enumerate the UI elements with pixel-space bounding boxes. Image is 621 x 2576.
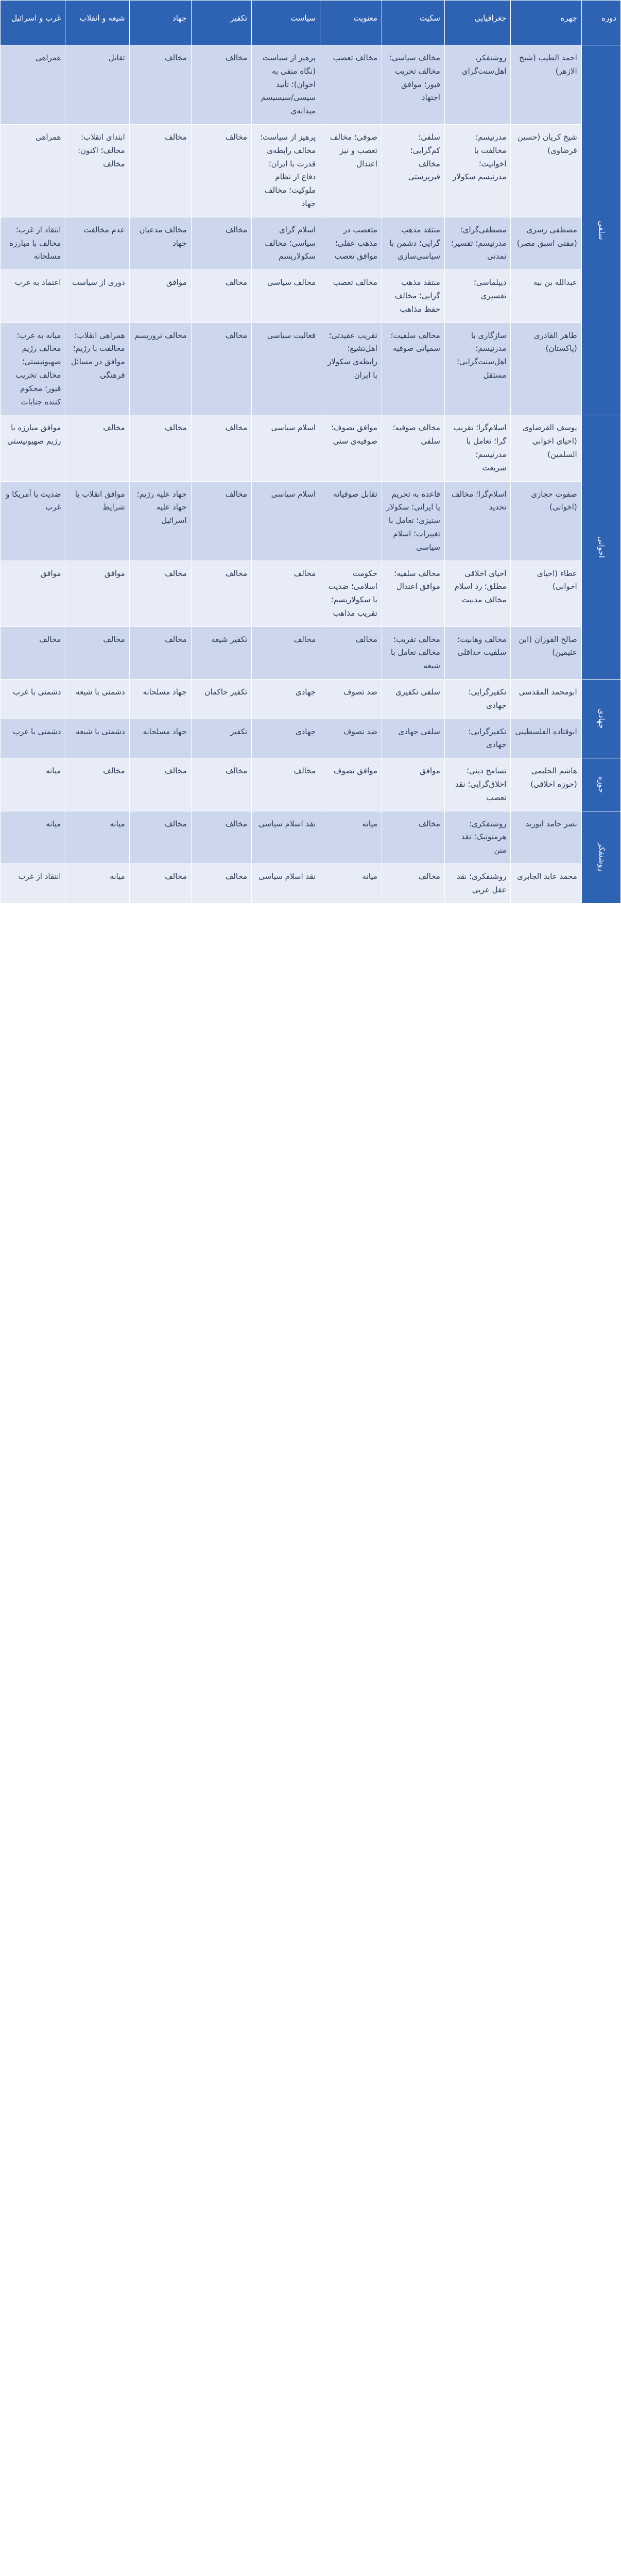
- table-cell: ضدیت با آمریکا و غرب: [1, 481, 65, 561]
- table-cell: منتقد مذهب گرایی؛ دشمن با سیاسی‌سازی: [382, 217, 444, 269]
- table-cell: مخالف تروریسم: [129, 323, 191, 415]
- table-cell: پرهیز از سیاست (نگاه منفی به اخوان)؛ تأیید سیسی/سیسیسم میدانه‌ی: [252, 45, 320, 125]
- table-cell: یوسف القرضاوی (احیای اخوانی السلمین): [511, 415, 581, 481]
- table-cell: مخالف: [382, 864, 444, 904]
- table-cell: مخالف: [129, 626, 191, 679]
- table-row: [1, 758, 621, 811]
- table-cell: میانه: [65, 811, 129, 863]
- period-label: حوزه: [597, 776, 607, 793]
- table-cell: فعالیت سیاسی: [252, 323, 320, 415]
- table-cell: ابوقتاده الفلسطینی: [511, 719, 581, 758]
- table-row: [1, 719, 621, 758]
- column-header: چهره: [511, 1, 581, 45]
- table-cell: مخالف: [191, 323, 252, 415]
- table-cell: عدم مخالفت: [65, 217, 129, 269]
- table-cell: مخالف تعصب: [320, 45, 382, 125]
- table-cell: میانه به غرب؛ مخالف رژیم صهیونیستی؛ مخالف تخریب قبور؛ محکوم کننده جنایات: [1, 323, 65, 415]
- period-label: جهادی: [597, 708, 607, 729]
- table-cell: میانه: [1, 811, 65, 863]
- table-cell: موافق تصوف؛ صوفیه‌ی سنی: [320, 415, 382, 481]
- table-cell: ضد تصوف: [320, 719, 382, 758]
- table-cell: مخالف سیاسی؛ مخالف تخریب قبور؛ موافق اجتهاد: [382, 45, 444, 125]
- table-cell: مخالف: [191, 217, 252, 269]
- table-cell: نقد اسلام سیاسی: [252, 864, 320, 904]
- period-label: سلفی: [597, 220, 607, 240]
- table-cell: جهادی: [252, 719, 320, 758]
- table-row: [1, 680, 621, 719]
- table-cell: میانه: [65, 864, 129, 904]
- table-cell: تکفیر: [191, 719, 252, 758]
- table-cell: مخالف: [382, 811, 444, 863]
- column-header: تکفیر: [191, 1, 252, 45]
- table-cell: صالح الفوزان (ابن عثیمین): [511, 626, 581, 679]
- period-label: روشنفکر: [597, 842, 607, 872]
- table-cell: جهاد مسلحانه: [129, 719, 191, 758]
- table-cell: مخالف: [129, 811, 191, 863]
- table-cell: صوفی؛ مخالف تعصب و نیز اعتدال: [320, 124, 382, 217]
- scholars-table: [0, 0, 621, 904]
- table-cell: مخالف: [252, 626, 320, 679]
- table-cell: انتقاد از غرب: [1, 864, 65, 904]
- table-cell: تکفیرگرایی؛ جهادی: [444, 719, 511, 758]
- table-row: [1, 864, 621, 904]
- table-cell: همراهی: [1, 45, 65, 125]
- table-cell: مخالف: [129, 124, 191, 217]
- table-cell: احمد الطیب (شیخ الازهر): [511, 45, 581, 125]
- table-cell: مخالف: [1, 626, 65, 679]
- table-cell: صفوت حجازی (اخوانی): [511, 481, 581, 561]
- table-cell: احیای اخلاقی مطلق؛ رد اسلام مخالف مدنیت: [444, 561, 511, 626]
- table-cell: مخالف: [191, 561, 252, 626]
- table-cell: سلفی تکفیری: [382, 680, 444, 719]
- table-cell: مخالف سیاسی: [252, 270, 320, 323]
- table-cell: مخالف: [129, 758, 191, 811]
- table-cell: نقد اسلام سیاسی: [252, 811, 320, 863]
- table-cell: مخالف: [191, 270, 252, 323]
- table-cell: مخالف: [191, 45, 252, 125]
- table-cell: مخالف تقریب؛ مخالف تعامل با شیعه: [382, 626, 444, 679]
- table-cell: مخالف: [129, 415, 191, 481]
- table-cell: تکفیر حاکمان: [191, 680, 252, 719]
- column-header: سیاست: [252, 1, 320, 45]
- table-cell: همراهی: [1, 124, 65, 217]
- table-cell: اسلام‌گرا؛ مخالف تحدید: [444, 481, 511, 561]
- table-cell: مصطفی رسری (مفتی اسبق مصر): [511, 217, 581, 269]
- table-cell: عبدالله بن بیه: [511, 270, 581, 323]
- table-cell: میانه: [1, 758, 65, 811]
- table-cell: موافق: [382, 758, 444, 811]
- table-cell: مخالف سلفیه؛ موافق اعتدال: [382, 561, 444, 626]
- table-row: [1, 217, 621, 269]
- table-cell: مخالف: [320, 626, 382, 679]
- table-cell: مخالف وهابیت؛ سلفیت حداقلی: [444, 626, 511, 679]
- table-cell: تقابل: [65, 45, 129, 125]
- table-cell: تسامح دینی؛ اخلاق‌گرایی؛ نقد تعصب: [444, 758, 511, 811]
- table-cell: مخالف: [65, 626, 129, 679]
- table-cell: مخالف تعصب: [320, 270, 382, 323]
- table-cell: مخالف: [191, 415, 252, 481]
- table-cell: مخالف: [191, 124, 252, 217]
- table-row: [1, 323, 621, 415]
- table-cell: مدرنیسم؛ مخالفت با اخوانیت؛ مدرنیسم سکولار: [444, 124, 511, 217]
- table-cell: سلفی جهادی: [382, 719, 444, 758]
- table-row: [1, 415, 621, 481]
- table-cell: مخالف: [252, 758, 320, 811]
- table-cell: اسلام سیاسی: [252, 481, 320, 561]
- table-cell: جهاد علیه رژیم؛ جهاد علیه اسرائیل: [129, 481, 191, 561]
- period-group-cell: [581, 45, 620, 415]
- table-cell: نصر حامد ابوزید: [511, 811, 581, 863]
- table-cell: دشمنی با شیعه: [65, 719, 129, 758]
- column-header: جغرافیایی: [444, 1, 511, 45]
- table-cell: مخالف: [129, 864, 191, 904]
- period-group-cell: [581, 415, 620, 680]
- period-group-cell: [581, 811, 620, 903]
- table-cell: روشنفکری؛ هرمنوتیک؛ نقد متن: [444, 811, 511, 863]
- table-cell: تقابل صوفیانه: [320, 481, 382, 561]
- column-header: سکیت: [382, 1, 444, 45]
- table-cell: سلفی؛ کم‌گرایی؛ مخالف قبرپرستی: [382, 124, 444, 217]
- table-cell: متعصب در مذهب عقلی؛ موافق تعصب: [320, 217, 382, 269]
- table-cell: مخالف: [191, 811, 252, 863]
- table-cell: جهادی: [252, 680, 320, 719]
- table-cell: قاعده به تحریم یا ایرانی؛ سکولار ستیزی؛ تعامل با تغییرات؛ اسلام سیاسی: [382, 481, 444, 561]
- table-cell: ابومحمد المقدسی: [511, 680, 581, 719]
- table-cell: مخالف سلفیت؛ سمپاتی صوفیه: [382, 323, 444, 415]
- table-cell: تکفیرگرایی؛ جهادی: [444, 680, 511, 719]
- table-row: [1, 811, 621, 863]
- table-cell: حکومت اسلامی؛ ضدیت با سکولاریسم؛ تقریب مذاهب: [320, 561, 382, 626]
- table-cell: پرهیز از سیاست؛ مخالف رابطه‌ی قدرت با ایران؛ دفاع از نظام ملوکیت؛ مخالف جهاد: [252, 124, 320, 217]
- column-header: دوره: [581, 1, 620, 45]
- table-cell: مخالف: [191, 758, 252, 811]
- table-cell: دشمنی با شیعه: [65, 680, 129, 719]
- table-cell: مخالف: [65, 415, 129, 481]
- table-row: [1, 626, 621, 679]
- column-header: معنویت: [320, 1, 382, 45]
- table-cell: محمد عابد الجابری: [511, 864, 581, 904]
- table-cell: جهاد مسلحانه: [129, 680, 191, 719]
- period-label: اخوانی: [597, 536, 607, 558]
- header-row: [1, 1, 621, 45]
- table-cell: هاشم الحلیمی (حوزه اخلاقی): [511, 758, 581, 811]
- column-header: شیعه و انقلاب: [65, 1, 129, 45]
- table-row: [1, 124, 621, 217]
- table-cell: دیپلماسی؛ تفسیری: [444, 270, 511, 323]
- table-cell: میانه: [320, 811, 382, 863]
- column-header: غرب و اسرائیل: [1, 1, 65, 45]
- table-cell: سازگاری با مدرنیسم؛ اهل‌سنت‌گرایی؛ مستقل: [444, 323, 511, 415]
- table-row: [1, 270, 621, 323]
- table-cell: اسلام سیاسی: [252, 415, 320, 481]
- table-cell: موافق انقلاب با شرایط: [65, 481, 129, 561]
- table-cell: مخالف مدعیان جهاد: [129, 217, 191, 269]
- table-cell: دشمنی با غرب: [1, 719, 65, 758]
- period-group-cell: [581, 680, 620, 758]
- table-cell: موافق تصوف: [320, 758, 382, 811]
- table-cell: دشمنی با غرب: [1, 680, 65, 719]
- table-cell: دوری از سیاست: [65, 270, 129, 323]
- column-header: جهاد: [129, 1, 191, 45]
- table-cell: تکفیر شیعه: [191, 626, 252, 679]
- table-row: [1, 561, 621, 626]
- table-cell: میانه: [320, 864, 382, 904]
- table-cell: روشنفکر، اهل‌سنت‌گرای: [444, 45, 511, 125]
- table-cell: مخالف: [191, 481, 252, 561]
- table-cell: اسلام‌گرا؛ تقریب گرا؛ تعامل با مدرنیسم؛ شریعت: [444, 415, 511, 481]
- table-cell: اعتماد به غرب: [1, 270, 65, 323]
- table-cell: ضد تصوف: [320, 680, 382, 719]
- table-cell: منتقد مذهب گرایی؛ مخالف حفظ مذاهب: [382, 270, 444, 323]
- table-cell: همراهی انقلاب؛ مخالفت با رژیم؛ موافق در مسائل فرهنگی: [65, 323, 129, 415]
- table-cell: مخالف: [65, 758, 129, 811]
- table-cell: تقریب عقیدتی؛ اهل‌تشیع؛ رابطه‌ی سکولار با ایران: [320, 323, 382, 415]
- table-cell: موافق: [1, 561, 65, 626]
- table-cell: طاهر القادری (پاکستان): [511, 323, 581, 415]
- table-cell: موافق مبارزه با رژیم صهیونیستی: [1, 415, 65, 481]
- table-cell: روشنفکری؛ نقد عقل عربی: [444, 864, 511, 904]
- period-group-cell: [581, 758, 620, 811]
- table-cell: مخالف: [129, 45, 191, 125]
- table-row: [1, 45, 621, 125]
- table-cell: مصطفی‌گرای؛ مدرنیسم؛ تفسیر؛ تمدنی: [444, 217, 511, 269]
- table-cell: اسلام گرای سیاسی؛ مخالف سکولاریسم: [252, 217, 320, 269]
- table-cell: ابتدای انقلاب: مخالف؛ اکنون: مخالف: [65, 124, 129, 217]
- table-cell: موافق: [129, 270, 191, 323]
- table-cell: انتقاد از غرب؛ مخالف با مبارزه مسلحانه: [1, 217, 65, 269]
- table-cell: مخالف صوفیه؛ سلفی: [382, 415, 444, 481]
- table-cell: موافق: [65, 561, 129, 626]
- table-cell: شیخ کریان (حسین قرضاوی): [511, 124, 581, 217]
- table-cell: مخالف: [252, 561, 320, 626]
- table-body: [1, 45, 621, 904]
- table-row: [1, 481, 621, 561]
- table-cell: عطاء (احیای اخوانی): [511, 561, 581, 626]
- table-cell: مخالف: [191, 864, 252, 904]
- table-cell: مخالف: [129, 561, 191, 626]
